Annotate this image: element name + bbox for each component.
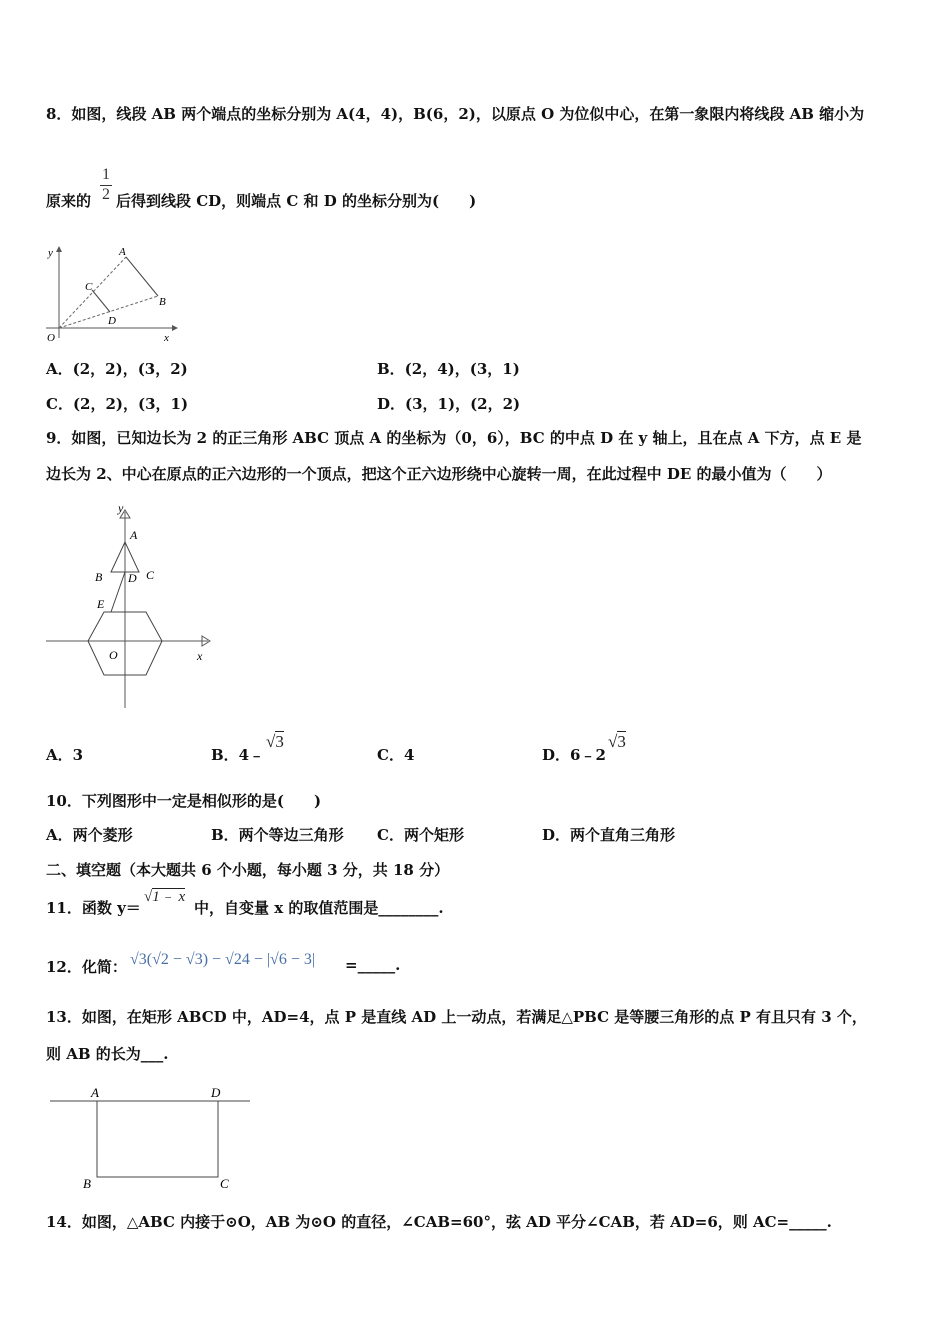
q9-option-c[interactable]: C．4	[377, 746, 415, 764]
q10-option-b[interactable]: B．两个等边三角形	[211, 826, 344, 844]
q13-label-c: C	[220, 1176, 229, 1191]
q8-label-x: x	[164, 332, 169, 344]
q8-option-d[interactable]: D．(3，1)，(2，2)	[377, 395, 521, 413]
q8-label-y: y	[48, 247, 53, 259]
q9-option-b[interactable]	[211, 744, 264, 765]
q13-rectangle	[97, 1101, 218, 1177]
q9-figure	[40, 498, 220, 712]
q8-line2-post: 后得到线段 CD，则端点 C 和 D 的坐标分别为( )	[116, 192, 477, 210]
q14-line1[interactable]: 14．如图，△ABC 内接于⊙O，AB 为⊙O 的直径，∠CAB=60°，弦 AD 平分∠CAB，若 AD=6，则 AC=_____.	[46, 1213, 832, 1231]
q8-fraction	[100, 166, 112, 204]
section2-heading: 二、填空题（本大题共 6 个小题，每小题 3 分，共 18 分）	[46, 861, 450, 879]
q12-formula: √3(√2 − √3) − √24 − |√6 − 3|	[130, 951, 316, 968]
q9-line1: 9．如图，已知边长为 2 的正三角形 ABC 顶点 A 的坐标为（0，6），BC 的中点 D 在 y 轴上，且在点 A 下方，点 E 是	[46, 429, 862, 447]
q9-label-b: B	[95, 570, 103, 584]
q10-option-a[interactable]: A．两个菱形	[46, 826, 133, 844]
q9-label-y: y	[118, 501, 124, 515]
q9-option-b-radicand: 3	[275, 732, 284, 751]
q8-label-b: B	[159, 296, 166, 308]
q8-line1: 8．如图，线段 AB 两个端点的坐标分别为 A(4，4)，B(6，2)，以原点 O 为位似中心，在第一象限内将线段 AB 缩小为	[46, 105, 865, 123]
q13-line2[interactable]: 则 AB 的长为___.	[46, 1045, 169, 1063]
q11-pre: 11．函数 y＝	[46, 899, 141, 917]
q8-figure	[40, 240, 180, 346]
q13-figure	[44, 1080, 256, 1192]
q10-option-c[interactable]: C．两个矩形	[377, 826, 464, 844]
q8-segment-ab	[126, 257, 158, 296]
q9-label-c: C	[146, 568, 155, 582]
q13-label-d: D	[211, 1085, 221, 1100]
q8-option-a[interactable]: A．(2，2)，(3，2)	[46, 360, 188, 378]
q9-option-b-pre: B．4﹣	[211, 746, 265, 764]
q9-option-d-sqrt: √3	[608, 732, 626, 751]
q8-label-a: A	[119, 246, 126, 258]
q8-y-arrow	[56, 246, 62, 252]
q9-segment-de	[111, 572, 125, 612]
q13-label-b: B	[83, 1176, 91, 1191]
q9-label-x: x	[197, 649, 203, 663]
q12-post[interactable]: =_____.	[345, 956, 401, 974]
q13-line1: 13．如图，在矩形 ABCD 中，AD=4，点 P 是直线 AD 上一动点，若满足△PBC 是等腰三角形的点 P 有且只有 3 个，	[46, 1008, 867, 1026]
q8-frac-den: 2	[102, 186, 110, 203]
q9-line2: 边长为 2、中心在原点的正六边形的一个顶点，把这个正六边形绕中心旋转一周，在此过程中 DE 的最小值为（ ）	[46, 465, 832, 483]
q9-label-a: A	[130, 528, 138, 542]
q11-post[interactable]: 中，自变量 x 的取值范围是________.	[194, 899, 444, 917]
q8-option-b[interactable]: B．(2，4)，(3，1)	[377, 360, 520, 378]
q10-line1: 10．下列图形中一定是相似形的是( )	[46, 792, 322, 810]
q11-sqrt: √1﹣ x	[144, 889, 186, 905]
q8-line2-pre: 原来的	[46, 192, 92, 210]
q8-option-c[interactable]: C．(2，2)，(3，1)	[46, 395, 189, 413]
q9-option-d-pre: D．6﹣2	[542, 746, 606, 764]
q9-label-o: O	[109, 648, 118, 662]
q10-option-d[interactable]: D．两个直角三角形	[542, 826, 676, 844]
q9-option-b-sqrt: √3	[266, 732, 284, 751]
q9-label-e: E	[97, 597, 105, 611]
q12-pre: 12．化简：	[46, 958, 127, 976]
q9-option-d-radicand: 3	[617, 732, 626, 751]
q8-segment-cd	[92, 290, 110, 312]
q9-label-d: D	[128, 571, 137, 585]
q9-option-d[interactable]	[542, 744, 606, 765]
q9-option-a[interactable]: A．3	[46, 746, 84, 764]
q8-x-arrow	[172, 325, 178, 331]
q13-label-a: A	[91, 1085, 99, 1100]
q8-label-d: D	[108, 315, 116, 327]
q8-frac-num: 1	[102, 166, 110, 183]
q11-radicand: 1﹣ x	[152, 889, 186, 905]
q8-label-o: O	[47, 332, 55, 344]
q8-label-c: C	[85, 281, 93, 293]
